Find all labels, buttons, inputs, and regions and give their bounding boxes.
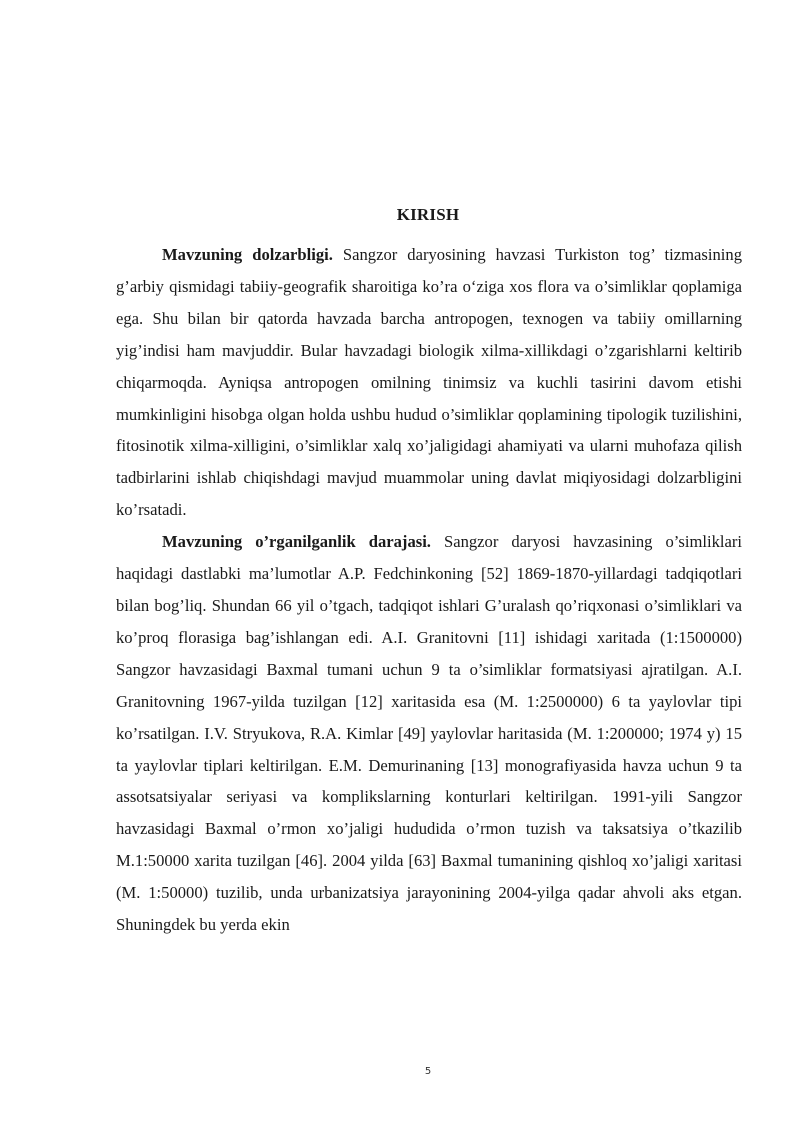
paragraph-lead: Mavzuning dolzarbligi. bbox=[162, 245, 333, 264]
paragraph-relevance bbox=[116, 239, 742, 526]
page-number: 5 bbox=[424, 1066, 432, 1077]
paragraph-text: Sangzor daryosining havzasi Turkiston tog’ tizmasining g’arbiy qismidagi tabiiy-geografik sharoitiga ko’ra o‘ziga xos flora va o’simliklar qoplamiga ega. Shu bilan bir qatorda havzada barcha antropogen, texnogen va tabiiy omillarning yig’indisi ham mavjuddir. Bular havzadagi biologik xilma-xillikdagi o’zgarishlarni keltirib chiqarmoqda. Ayniqsa antropogen omilning tinimsiz va kuchli tasirini davom etishi mumkinligini hisobga olgan holda ushbu hudud o’simliklar qoplamining tipologik tuzilishini, fitosinotik xilma-xilligini, o’simliklar xalq xo’jaligidagi ahamiyati va ularni muhofaza qilish tadbirlarini ishlab chiqishdagi mavjud muammolar uning davlat miqiyosidagi dolzarbligini ko’rsatadi. bbox=[116, 245, 742, 520]
paragraph-study-level bbox=[116, 526, 742, 941]
body-text bbox=[116, 239, 742, 941]
paragraph-lead: Mavzuning o’rganilganlik darajasi. bbox=[162, 532, 431, 552]
section-heading: KIRISH bbox=[396, 205, 460, 224]
paragraph-text: Sangzor daryosi havzasining o’simliklari haqidagi dastlabki ma’lumotlar A.P. Fedchinkoning [52] 1869-1870-yillardagi tadqiqotlari bilan bog’liq. Shundan 66 yil o’tgach, tadqiqot ishlari G’uralash qo’riqxonasi o’simliklari va ko’proq florasiga bag’ishlangan edi. A.I. Granitovni [11] ishidagi xaritada (1:1500000) Sangzor havzasidagi Baxmal tumani uchun 9 ta o’simliklar formatsiyasi ajratilgan. A.I. Granitovning 1967-yilda tuzilgan [12] xaritasida esa (M. 1:2500000) 6 ta yaylovlar tipi ko’rsatilgan. I.V. Stryukova, R.A. Kimlar [49] yaylovlar haritasida (M. 1:200000; 1974 y) 15 ta yaylovlar tiplari keltirilgan. E.M. Demurinaning [13] monografiyasida havza uchun 9 ta assotsatsiyalar seriyasi va komplikslarning konturlari keltirilgan. 1991-yili Sangzor havzasidagi Baxmal o’rmon xo’jaligi hududida o’rmon tuzish va taksatsiya o’tkazilib M.1:50000 xarita tuzilgan [46]. 2004 yilda [63] Baxmal tumanining qishloq xo’jaligi xaritasi (M. 1:50000) tuzilib, unda urbanizatsiya jarayonining 2004-yilga qadar ahvoli aks etgan. Shuningdek bu yerda ekin bbox=[116, 532, 742, 935]
